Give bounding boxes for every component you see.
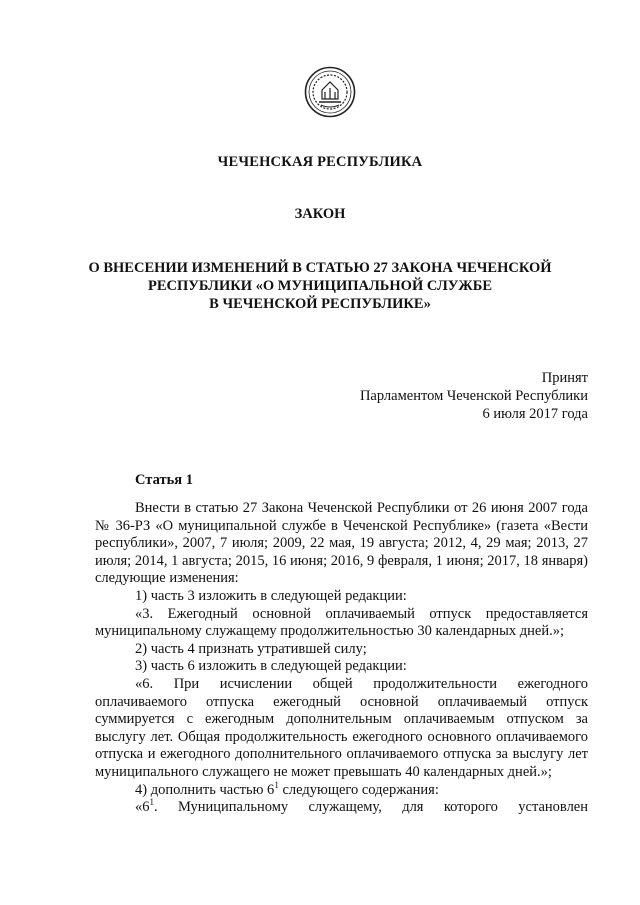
quote61-superscript: 1 — [149, 797, 154, 808]
item4-suffix: следующего содержания: — [278, 781, 439, 798]
quoted-part-6: «6. При исчислении общей продолжительности ежегодного оплачиваемого отпуска ежегодный основной оплачиваемый отпуск суммируется с ежегодным дополнительным оплачиваемым отпуском за выслугу лет. Общая продолжительность ежегодного основного оплачиваемого отпуска и ежегодного дополнительного оплачиваемого отпуска за выслугу лет муниципального служащего не может превышать 40 календарных дней.»; — [95, 675, 588, 780]
adoption-date: 6 июля 2017 года — [482, 406, 588, 422]
republic-name: ЧЕЧЕНСКАЯ РЕСПУБЛИКА — [217, 154, 423, 170]
amendment-item-2: 2) часть 4 признать утратившей силу; — [135, 640, 367, 657]
amendment-item-4 — [95, 779, 588, 800]
article-body — [95, 500, 588, 817]
law-title — [0, 259, 640, 313]
quoted-part-3: «3. Ежегодный основной оплачиваемый отпуск предоставляется муниципальному служащему продолжительностью 30 календарных дней.»; — [95, 605, 588, 640]
quoted-part-6-1 — [95, 799, 588, 817]
law-title-line: РЕСПУБЛИКИ «О МУНИЦИПАЛЬНОЙ СЛУЖБЕ — [148, 278, 492, 294]
item4-superscript: 1 — [274, 779, 279, 790]
quote61-text: . Муниципальному служащему, для которого установлен — [154, 799, 588, 816]
law-title-line: В ЧЕЧЕНСКОЙ РЕСПУБЛИКЕ» — [209, 296, 431, 312]
law-title-line: О ВНЕСЕНИИ ИЗМЕНЕНИЙ В СТАТЬЮ 27 ЗАКОНА ЧЕЧЕНСКОЙ — [88, 260, 552, 276]
article-intro: Внести в статью 27 Закона Чеченской Республики от 26 июня 2007 года № 36-РЗ «О муниципальной службе в Чеченской Республике» (газета «Вести республики», 2007, 7 июля; 2009, 22 мая, 19 августа; 2012, 4, 29 мая; 2013, 27 июля; 2014, 1 августа; 2015, 16 июня; 2016, 9 февраля, 1 июня; 2017, 18 января) следующие изменения: — [95, 500, 588, 587]
adoption-block — [360, 369, 588, 423]
quote61-prefix: «6 — [135, 799, 150, 816]
coat-of-arms-icon — [304, 66, 356, 118]
document-type: ЗАКОН — [294, 206, 346, 222]
adoption-body: Парламентом Чеченской Республики — [359, 388, 588, 404]
amendment-item-1: 1) часть 3 изложить в следующей редакции: — [135, 587, 407, 604]
adoption-label: Принят — [541, 370, 588, 386]
item4-prefix: 4) дополнить частью 6 — [135, 781, 275, 798]
amendment-item-3: 3) часть 6 изложить в следующей редакции: — [135, 658, 407, 675]
article-heading: Статья 1 — [135, 472, 193, 488]
